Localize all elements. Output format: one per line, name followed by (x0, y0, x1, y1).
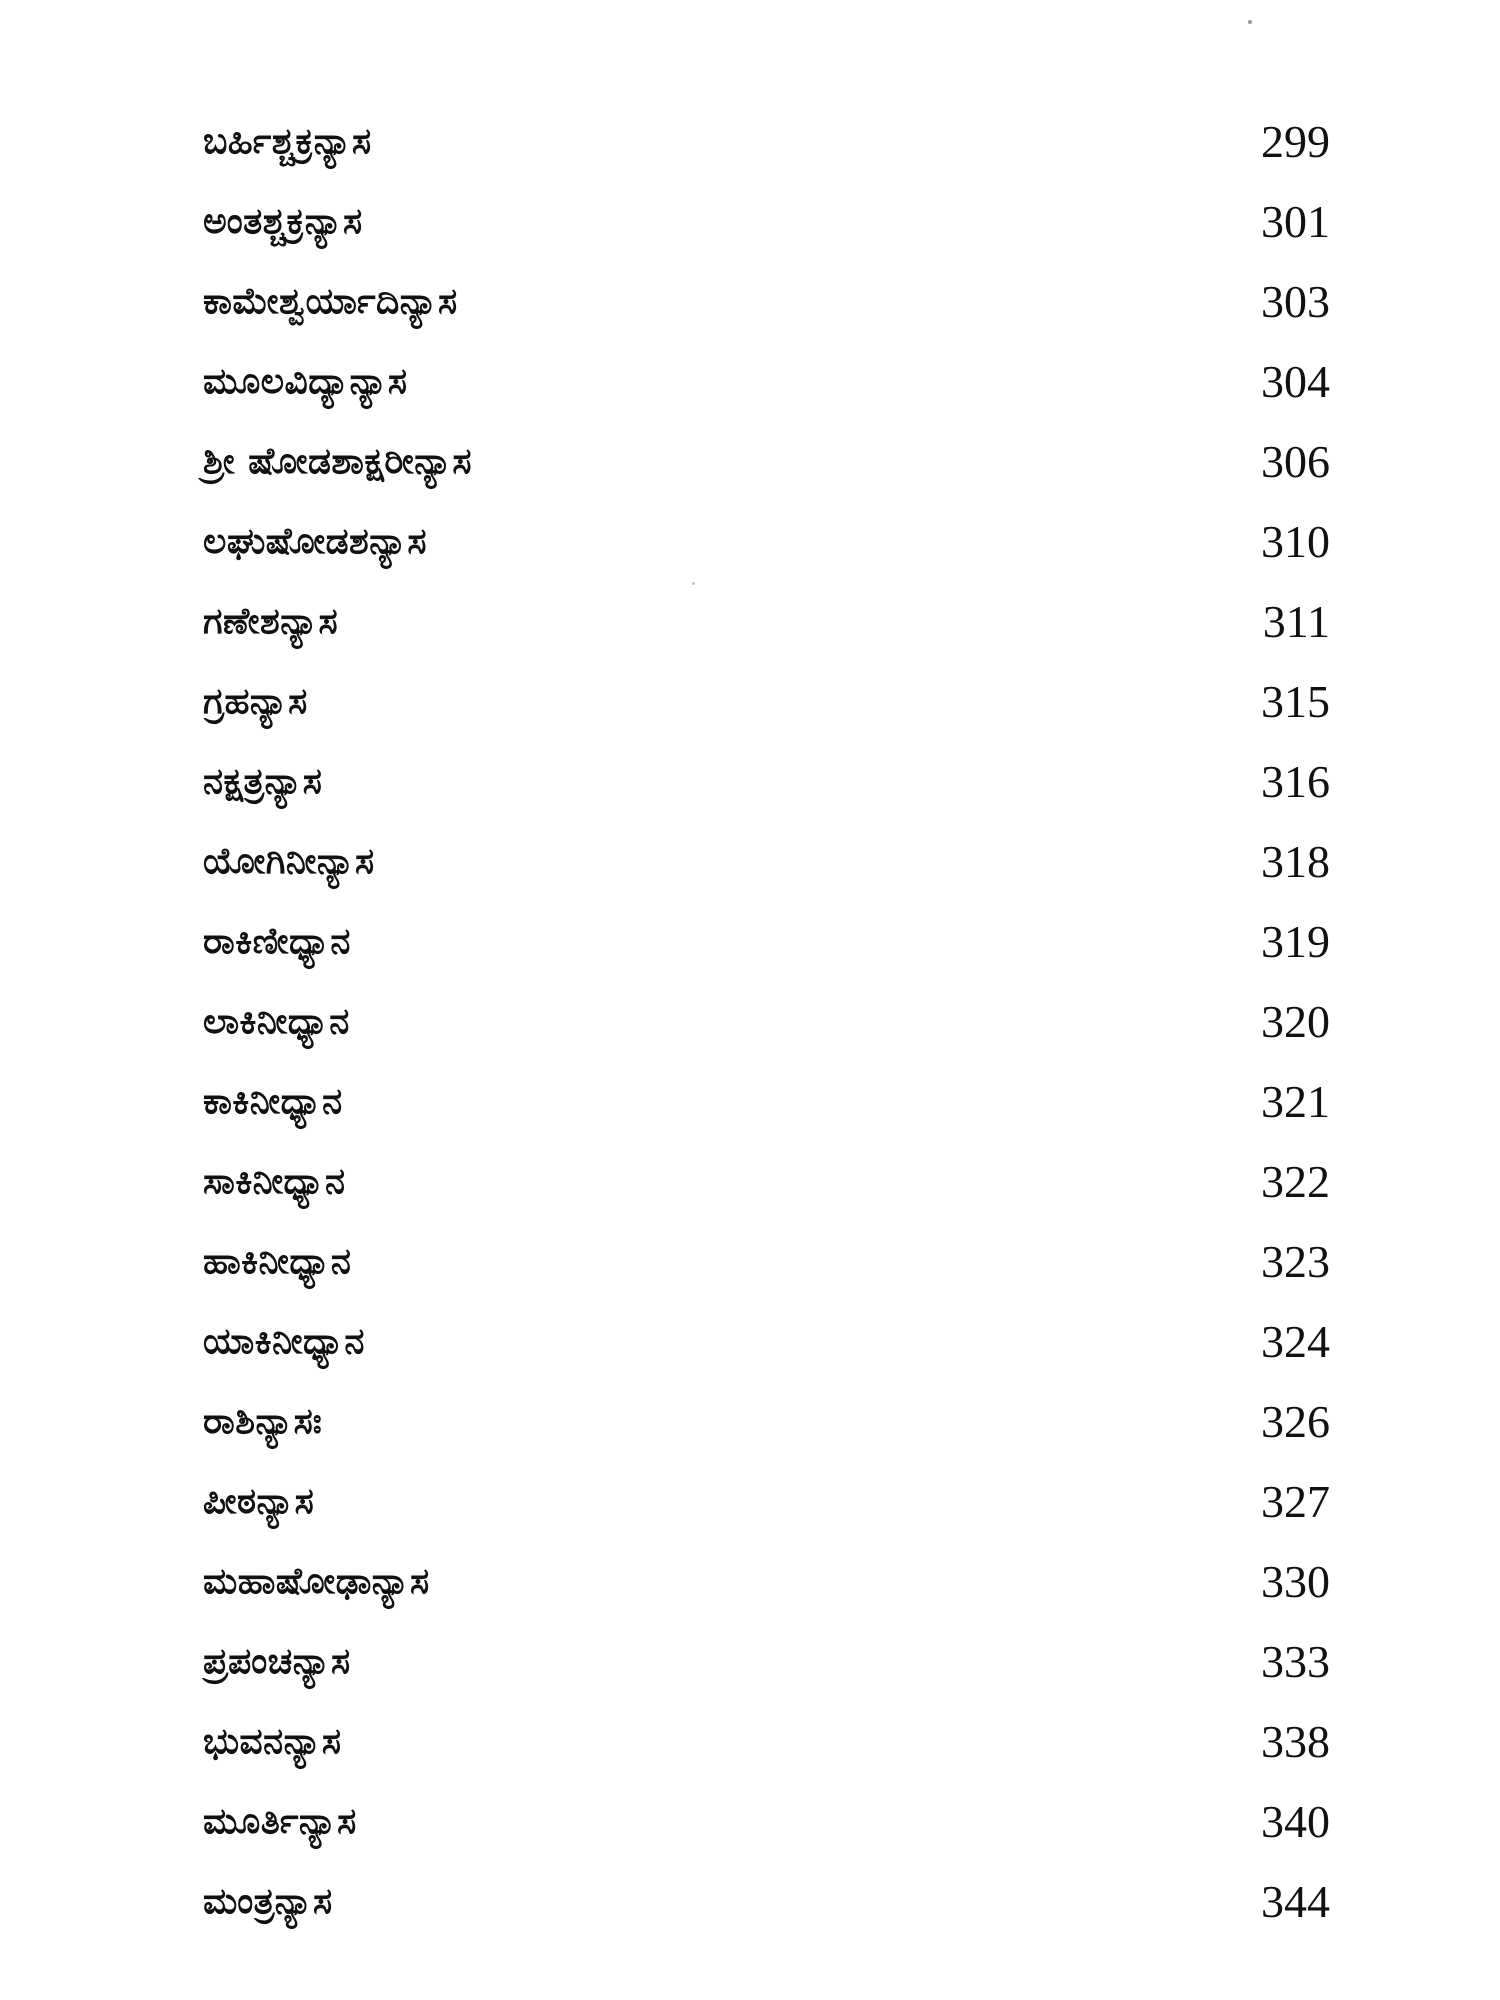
toc-entry (203, 262, 1330, 342)
toc-entry (203, 1462, 1330, 1542)
toc-entry-title: ಲಾಕಿನೀಧ್ಯಾನ (203, 1001, 350, 1042)
toc-entry-page-number: 304 (1261, 356, 1330, 407)
toc-entry-page-number: 327 (1261, 1476, 1330, 1527)
toc-entry (203, 182, 1330, 262)
toc-entry-title: ರಾಶಿನ್ಯಾಸಃ (203, 1401, 323, 1442)
toc-entry-title: ಗಣೇಶನ್ಯಾಸ (203, 601, 339, 642)
toc-entry-page-number: 316 (1261, 756, 1330, 807)
toc-entry-title: ರಾಕಿಣೀಧ್ಯಾನ (203, 921, 351, 962)
toc-entry-title: ಕಾಮೇಶ್ವರ್ಯಾದಿನ್ಯಾಸ (203, 281, 458, 322)
toc-entry (203, 582, 1330, 662)
toc-entry-page-number: 333 (1261, 1636, 1330, 1687)
toc-entry-page-number: 323 (1261, 1236, 1330, 1287)
table-of-contents (203, 102, 1330, 1942)
toc-entry-title: ಮಂತ್ರನ್ಯಾಸ (203, 1881, 333, 1922)
toc-entry-title: ಸಾಕಿನೀಧ್ಯಾನ (203, 1161, 346, 1202)
toc-entry-page-number: 322 (1261, 1156, 1330, 1207)
toc-entry-title: ಬರ್ಹಿಶ್ಚಕ್ರನ್ಯಾಸ (203, 121, 372, 162)
toc-entry-page-number: 299 (1261, 116, 1330, 167)
toc-entry-page-number: 310 (1261, 516, 1330, 567)
toc-entry-page-number: 303 (1261, 276, 1330, 327)
toc-entry (203, 902, 1330, 982)
toc-entry-page-number: 324 (1261, 1316, 1330, 1367)
toc-entry-page-number: 306 (1261, 436, 1330, 487)
toc-entry-page-number: 315 (1261, 676, 1330, 727)
toc-entry-title: ಯಾಕಿನೀಧ್ಯಾನ (203, 1321, 365, 1362)
toc-entry-page-number: 330 (1261, 1556, 1330, 1607)
toc-entry (203, 1142, 1330, 1222)
toc-entry-title: ಶ್ರೀ ಷೋಡಶಾಕ್ಷರೀನ್ಯಾಸ (203, 441, 473, 482)
toc-entry-title: ಮೂರ್ತಿನ್ಯಾಸ (203, 1801, 357, 1842)
toc-entry (203, 1862, 1330, 1942)
toc-entry-title: ಪ್ರಪಂಚನ್ಯಾಸ (203, 1641, 351, 1682)
scan-speck (1248, 20, 1252, 24)
toc-entry-page-number: 340 (1261, 1796, 1330, 1847)
toc-entry (203, 1382, 1330, 1462)
toc-entry (203, 342, 1330, 422)
toc-entry-page-number: 319 (1261, 916, 1330, 967)
toc-entry-page-number: 311 (1262, 596, 1330, 647)
toc-entry (203, 1302, 1330, 1382)
toc-entry-title: ಗ್ರಹನ್ಯಾಸ (203, 681, 308, 722)
toc-entry-page-number: 326 (1261, 1396, 1330, 1447)
toc-entry (203, 502, 1330, 582)
toc-entry (203, 662, 1330, 742)
toc-entry (203, 1782, 1330, 1862)
toc-entry (203, 1542, 1330, 1622)
toc-entry (203, 1062, 1330, 1142)
toc-entry (203, 822, 1330, 902)
toc-entry-page-number: 301 (1261, 196, 1330, 247)
toc-entry (203, 1622, 1330, 1702)
toc-entry-title: ನಕ್ಷತ್ರನ್ಯಾಸ (203, 761, 323, 802)
toc-entry (203, 1222, 1330, 1302)
toc-entry-title: ಭುವನನ್ಯಾಸ (203, 1721, 342, 1762)
toc-entry-title: ಮೂಲವಿದ್ಯಾನ್ಯಾಸ (203, 361, 408, 402)
toc-entry (203, 742, 1330, 822)
toc-entry-title: ಪೀಠನ್ಯಾಸ (203, 1481, 315, 1522)
toc-entry-title: ಕಾಕಿನೀಧ್ಯಾನ (203, 1081, 343, 1122)
toc-entry-page-number: 321 (1261, 1076, 1330, 1127)
toc-entry (203, 422, 1330, 502)
toc-entry-page-number: 320 (1261, 996, 1330, 1047)
toc-entry-title: ಯೋಗಿನೀನ್ಯಾಸ (203, 841, 375, 882)
toc-entry-page-number: 318 (1261, 836, 1330, 887)
toc-entry-title: ಲಘುಷೋಡಶನ್ಯಾಸ (203, 521, 428, 562)
toc-entry (203, 102, 1330, 182)
toc-entry (203, 982, 1330, 1062)
toc-entry-page-number: 344 (1261, 1876, 1330, 1927)
toc-entry (203, 1702, 1330, 1782)
toc-entry-page-number: 338 (1261, 1716, 1330, 1767)
toc-entry-title: ಹಾಕಿನೀಧ್ಯಾನ (203, 1241, 352, 1282)
toc-entry-title: ಅಂತಶ್ಚಕ್ರನ್ಯಾಸ (203, 201, 363, 242)
toc-entry-title: ಮಹಾಷೋಢಾನ್ಯಾಸ (203, 1561, 430, 1602)
